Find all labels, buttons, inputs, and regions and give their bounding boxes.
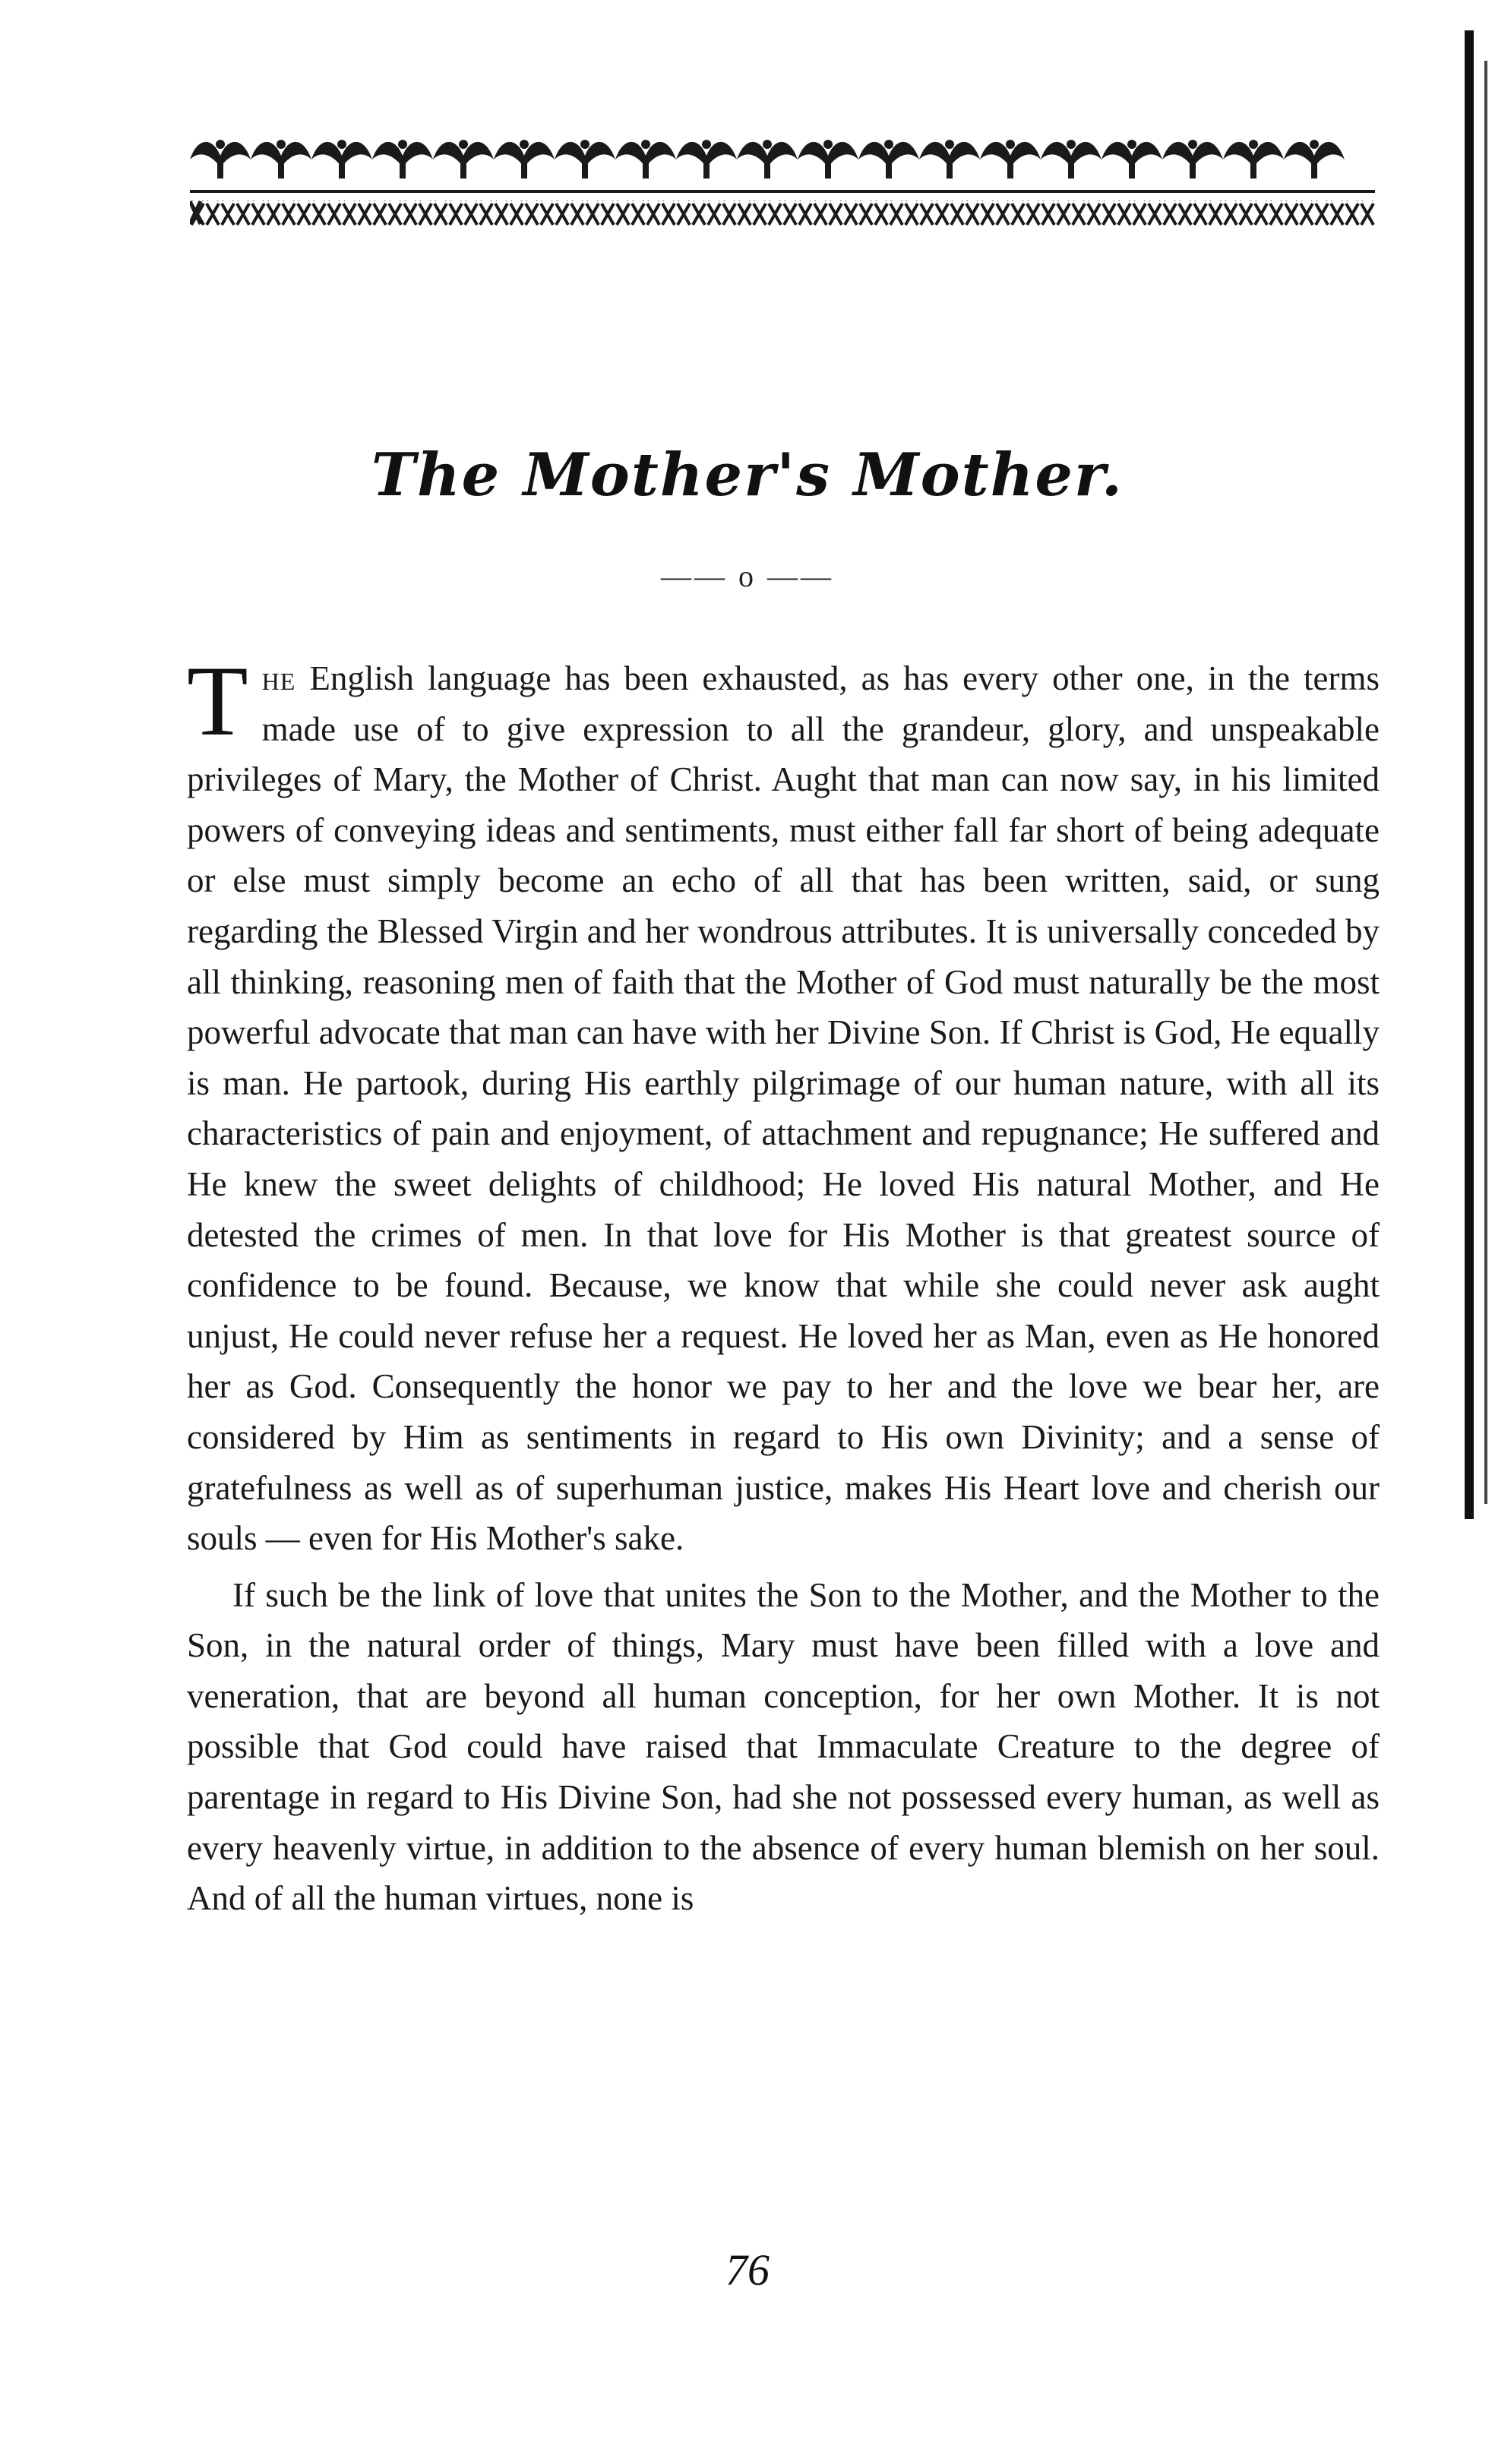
decorative-header-ornament <box>190 129 1375 243</box>
page-number: 76 <box>725 2245 770 2295</box>
page-title: The Mother's Mother. <box>371 441 1124 510</box>
lead-word: he <box>261 659 296 697</box>
drop-cap: T <box>187 645 248 757</box>
paragraph-2: If such be the link of love that unites the Son to the Mother, and the Mother to the Son, in the natural order of things, Mary must have been filled with a love and veneration, that are beyond all human conception, for her own Mother. It is not possible that God could have raised that Immaculate Creature to the degree of parentage in regard to His Divine Son, had she not possessed every human, as well as every heavenly virtue, in addition to the absence of every human blemish on her soul. And of all the human virtues, none is <box>187 1575 1380 1918</box>
book-spine-shadow <box>1484 61 1487 1504</box>
paragraph-1-text: English language has been exhausted, as has every other one, in the terms made use of to give expression to all the grandeur, glory, and unspeakable privileges of Mary, the Mother of Christ. Aught that man can now say, in his limited powers of conveying ideas and sentiments, must either fall far short of being adequate or else must simply become an echo of all that has been written, said, or sung regarding the Blessed Virgin and her wondrous attributes. It is universally conceded by all thinking, reasoning men of faith that the Mother of God must naturally be the most powerful advocate that man can have with her Divine Son. If Christ is God, He equally is man. He partook, during His earthly pilgrimage of our human nature, with all its characteristics of pain and enjoyment, of attachment and repugnance; He suffered and He knew the sweet delights of childhood; He loved His natural Mother, and He detested the crimes of men. In that love for His Mother is that greatest source of confidence to be found. Because, we know that while she could never ask aught unjust, He could never refuse her a request. He loved her as Man, even as He honored her as God. Consequently the honor we pay to her and the love we bear her, are considered by Him as sentiments in regard to His own Divinity; and a sense of gratefulness as well as of superhuman justice, makes His Heart love and cherish our souls — even for His Mother's sake. <box>187 659 1380 1558</box>
book-spine-edge <box>1465 30 1474 1519</box>
paragraph-1 <box>187 645 1380 1564</box>
body-text <box>187 645 1380 1924</box>
section-divider: —— o —— <box>661 559 834 593</box>
